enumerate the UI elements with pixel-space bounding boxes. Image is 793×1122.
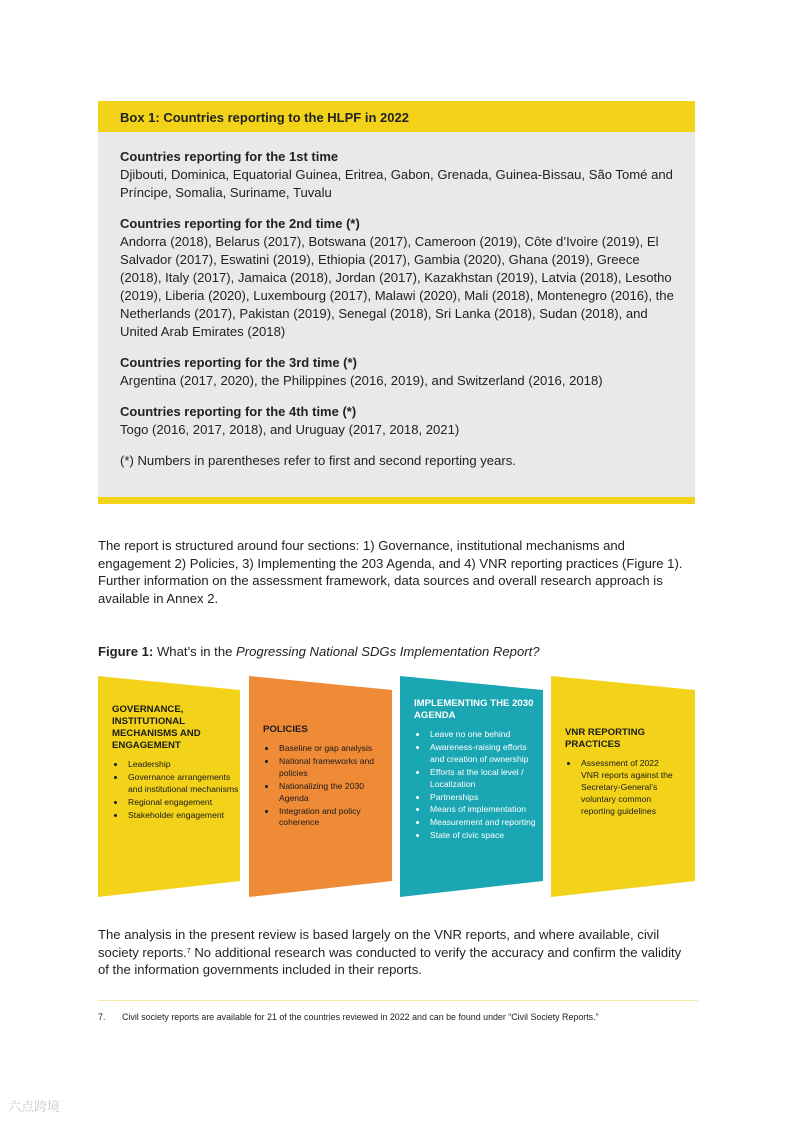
box-header — [98, 101, 695, 132]
section-first-time — [120, 148, 680, 202]
footnote-divider — [98, 1000, 698, 1001]
list-item: • Stakeholder engagement — [126, 810, 240, 822]
panel-list — [263, 743, 381, 829]
list-item: • Assessment of 2022 VNR reports against the Secretary-General’s voluntary common reporting guidelines — [579, 758, 677, 818]
paragraph-analysis — [98, 926, 688, 979]
section-heading: Countries reporting for the 3rd time (*) — [120, 355, 357, 370]
box-body — [120, 148, 680, 470]
section-text: Djibouti, Dominica, Equatorial Guinea, Eritrea, Gabon, Grenada, Guinea-Bissau, São Tomé and Príncipe, Somalia, Suriname, Tuvalu — [120, 167, 673, 200]
list-item: • Nationalizing the 2030 Agenda — [277, 781, 381, 805]
box-title: Box 1: Countries reporting to the HLPF in 2022 — [120, 110, 409, 125]
footnote-text: Civil society reports are available for 21 of the countries reviewed in 2022 and can be found under “Civil Society Reports.” — [122, 1012, 599, 1022]
footnote-number: 7. — [98, 1012, 106, 1022]
list-item: • Leadership — [126, 759, 240, 771]
list-item: • National frameworks and policies — [277, 756, 381, 780]
figure-label: Figure 1: — [98, 644, 154, 659]
list-item: • Integration and policy coherence — [277, 806, 381, 830]
section-fourth-time — [120, 403, 680, 439]
panel-title: VNR REPORTING PRACTICES — [565, 727, 645, 750]
footnote — [98, 1012, 599, 1022]
list-item: • Awareness-raising efforts and creation of ownership — [428, 742, 539, 766]
list-item: • Governance arrangements and institutional mechanisms — [126, 772, 240, 796]
figure-caption-prefix: What’s in the — [156, 644, 237, 659]
panel-governance — [112, 704, 240, 823]
list-item: • Regional engagement — [126, 797, 240, 809]
box-countries-reporting — [98, 101, 695, 504]
section-heading: Countries reporting for the 1st time — [120, 149, 339, 164]
list-item: • Baseline or gap analysis — [277, 743, 381, 755]
list-item: • Partnerships — [428, 792, 539, 804]
paragraph-analysis-text-1: The analysis in the present review is based largely on the VNR reports, and where available, civil society reports. — [98, 927, 660, 960]
section-second-time — [120, 215, 680, 341]
section-heading: Countries reporting for the 2nd time (*) — [120, 216, 360, 231]
list-item: • State of civic space — [428, 830, 539, 842]
box-note: (*) Numbers in parentheses refer to first and second reporting years. — [120, 453, 516, 468]
list-item: • Efforts at the local level / Localization — [428, 767, 539, 791]
panel-list — [565, 758, 677, 818]
list-item: • Measurement and reporting — [428, 817, 539, 829]
footnote-ref[interactable]: 7 — [186, 947, 191, 955]
paragraph-structure: The report is structured around four sections: 1) Governance, institutional mechanisms and engagement 2) Policies, 3) Implementing the 203 Agenda, and 4) VNR reporting practices (Figure 1). Further information on the assessment framework, data sources and overall research approach is available in Annex 2. — [98, 538, 683, 606]
panel-vnr-reporting — [565, 727, 677, 819]
section-text: Argentina (2017, 2020), the Philippines (2016, 2019), and Switzerland (2016, 2018) — [120, 373, 603, 388]
panel-title: POLICIES — [263, 724, 308, 735]
watermark-logo: 六点跨境 — [8, 1099, 61, 1114]
figure-caption-title: Progressing National SDGs Implementation Report? — [236, 644, 540, 659]
panel-title: IMPLEMENTING THE 2030 AGENDA — [414, 698, 534, 721]
list-item: • Means of implementation — [428, 804, 539, 816]
figure-caption — [98, 644, 540, 659]
list-item: • Leave no one behind — [428, 729, 539, 741]
section-text: Togo (2016, 2017, 2018), and Uruguay (2017, 2018, 2021) — [120, 422, 460, 437]
panel-implementing — [414, 698, 539, 843]
figure-report-sections — [98, 676, 696, 898]
section-heading: Countries reporting for the 4th time (*) — [120, 404, 357, 419]
paragraph-analysis-text-2: No additional research was conducted to verify the accuracy and confirm the validity of the information governments included in their reports. — [98, 944, 682, 977]
section-text: Andorra (2018), Belarus (2017), Botswana (2017), Cameroon (2019), Côte d’Ivoire (2019), El Salvador (2017), Eswatini (2019), Ethiopia (2017), Gambia (2020), Ghana (2019), Greece (2018), Italy (2017), Jamaica (2018), Jordan (2017), Kazakhstan (2019), Latvia (2018), Lesotho (2019), Liberia (2020), Luxembourg (2017), Malawi (2020), Mali (2018), Montenegro (2016), the Netherlands (2017), Pakistan (2019), Senegal (2018), Sri Lanka (2018), Sudan (2018), and United Arab Emirates (2018) — [120, 234, 674, 339]
box-footer-bar — [98, 497, 695, 504]
panel-list — [112, 759, 240, 822]
panel-policies — [263, 724, 381, 830]
panel-list — [414, 729, 539, 842]
panel-title: GOVERNANCE, INSTITUTIONAL MECHANISMS AND ENGAGEMENT — [112, 704, 201, 751]
section-third-time — [120, 354, 680, 390]
